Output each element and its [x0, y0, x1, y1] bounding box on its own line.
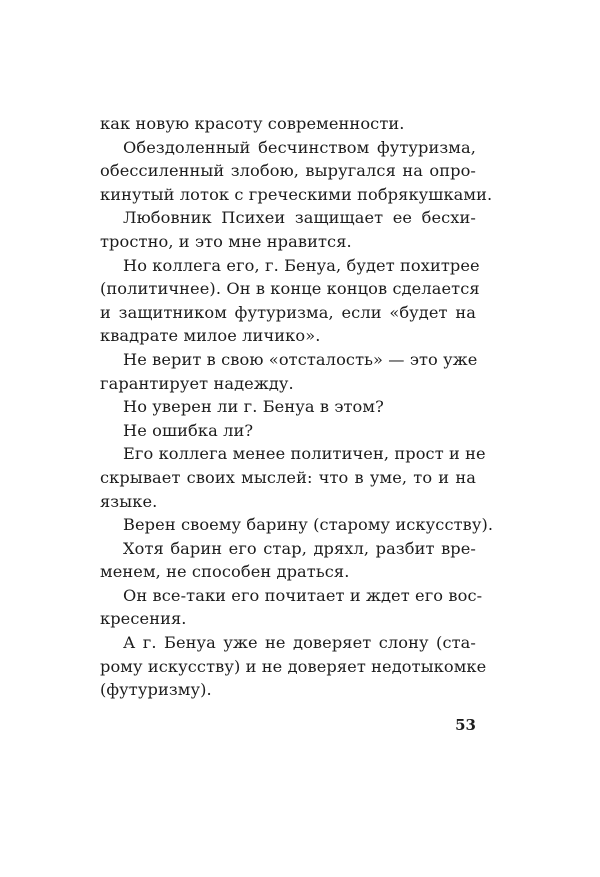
- body-text: [100, 112, 494, 702]
- text-line: Обездоленный бесчинством футуризма,: [123, 137, 476, 157]
- text-line: как новую красоту современности.: [100, 114, 405, 133]
- text-line: кинутый лоток с греческими побрякушками.: [100, 184, 493, 204]
- text-line: Хотя барин его стар, дряхл, разбит вре-: [123, 538, 476, 558]
- page-number: 53: [455, 716, 476, 734]
- text-line: рому искусству) и не доверяет недотыкомке: [100, 656, 487, 676]
- text-line: Но уверен ли г. Бенуа в этом?: [123, 397, 384, 417]
- text-line: Не верит в свою «отсталость» — это уже: [123, 349, 478, 369]
- text-line: гарантирует надежду.: [100, 373, 294, 393]
- text-line: обессиленный злобою, выругался на опро-: [100, 161, 476, 181]
- text-line: кресения.: [100, 609, 187, 629]
- text-line: (футуризму).: [100, 680, 212, 700]
- text-line: скрывает своих мыслей: что в уме, то и на: [100, 467, 476, 487]
- text-line: и защитником футуризма, если «будет на: [100, 302, 476, 322]
- text-line: Не ошибка ли?: [123, 420, 254, 440]
- text-line: языке.: [100, 491, 158, 511]
- text-line: Но коллега его, г. Бенуа, будет похитрее: [123, 255, 480, 275]
- text-line: тростно, и это мне нравится.: [100, 231, 352, 251]
- text-line: Его коллега менее политичен, прост и не: [123, 444, 486, 464]
- text-line: Любовник Психеи защищает ее бесхи-: [123, 208, 476, 228]
- text-line: Верен своему барину (старому искусству).: [123, 515, 494, 535]
- text-line: Он все-таки его почитает и ждет его вос-: [123, 585, 483, 605]
- text-line: менем, не способен драться.: [100, 562, 350, 582]
- text-line: (политичнее). Он в конце концов сделается: [100, 279, 480, 299]
- text-line: А г. Бенуа уже не доверяет слону (ста-: [123, 633, 476, 653]
- text-line: квадрате милое личико».: [100, 326, 321, 346]
